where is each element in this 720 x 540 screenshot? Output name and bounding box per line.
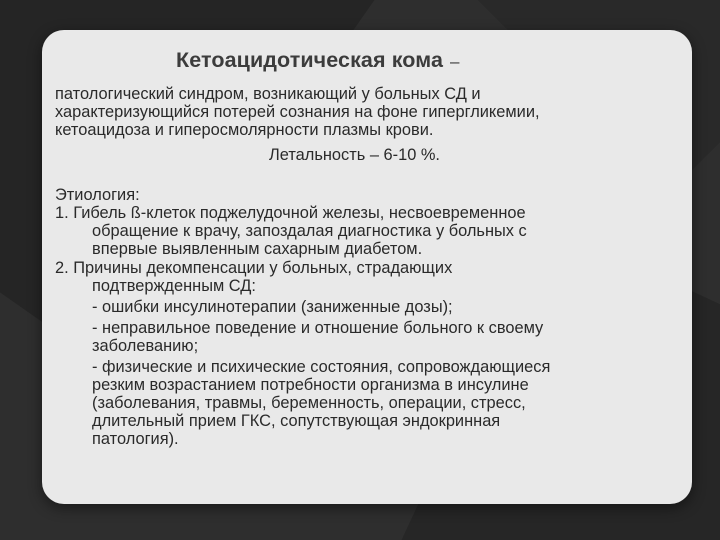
definition-line: кетоацидоза и гиперосмолярности плазмы крови. — [55, 121, 434, 139]
subitem-line: заболеванию; — [92, 337, 199, 355]
subitem-block — [55, 319, 662, 355]
title-text: Кетоацидотическая кома — [176, 48, 444, 72]
list-number: 2. — [55, 259, 69, 277]
subitem-line: резким возрастанием потребности организма в инсулине — [92, 376, 529, 394]
list-item-text: Причины декомпенсации у больных, страдающих — [73, 259, 453, 277]
list-item-continuation: обращение к врачу, запоздалая диагностика у больных с — [92, 222, 527, 240]
list-item-continuation: впервые выявленным сахарным диабетом. — [92, 240, 423, 258]
etiology-item — [55, 204, 675, 258]
definition-line: характеризующийся потерей сознания на фоне гипергликемии, — [55, 103, 540, 121]
etiology-list — [55, 204, 675, 448]
list-item-text: Гибель ß-клеток поджелудочной железы, несвоевременное — [73, 204, 526, 222]
subitem-line: - физические и психические состояния, сопровождающиеся — [92, 358, 551, 376]
lethality-text: Летальность – 6-10 %. — [269, 146, 440, 164]
list-number: 1. — [55, 204, 69, 222]
subitem-line: - неправильное поведение и отношение больного к своему — [92, 319, 544, 337]
etiology-item — [55, 259, 675, 295]
title-dash: – — [450, 52, 460, 71]
subitem-line: длительный прием ГКС, сопутствующая эндокринная — [92, 412, 501, 430]
slide-title — [176, 48, 675, 74]
subitem-block — [55, 358, 662, 448]
subitem-line: патология). — [92, 430, 179, 448]
subitem-text: - ошибки инсулинотерапии (заниженные дозы); — [92, 298, 453, 316]
definition-text — [55, 85, 667, 139]
list-item-continuation: подтвержденным СД: — [92, 277, 256, 295]
subitem-line: (заболевания, травмы, беременность, операции, стресс, — [92, 394, 526, 412]
slide-content — [55, 48, 675, 448]
etiology-heading: Этиология: — [55, 186, 140, 204]
definition-line: патологический синдром, возникающий у больных СД и — [55, 85, 481, 103]
